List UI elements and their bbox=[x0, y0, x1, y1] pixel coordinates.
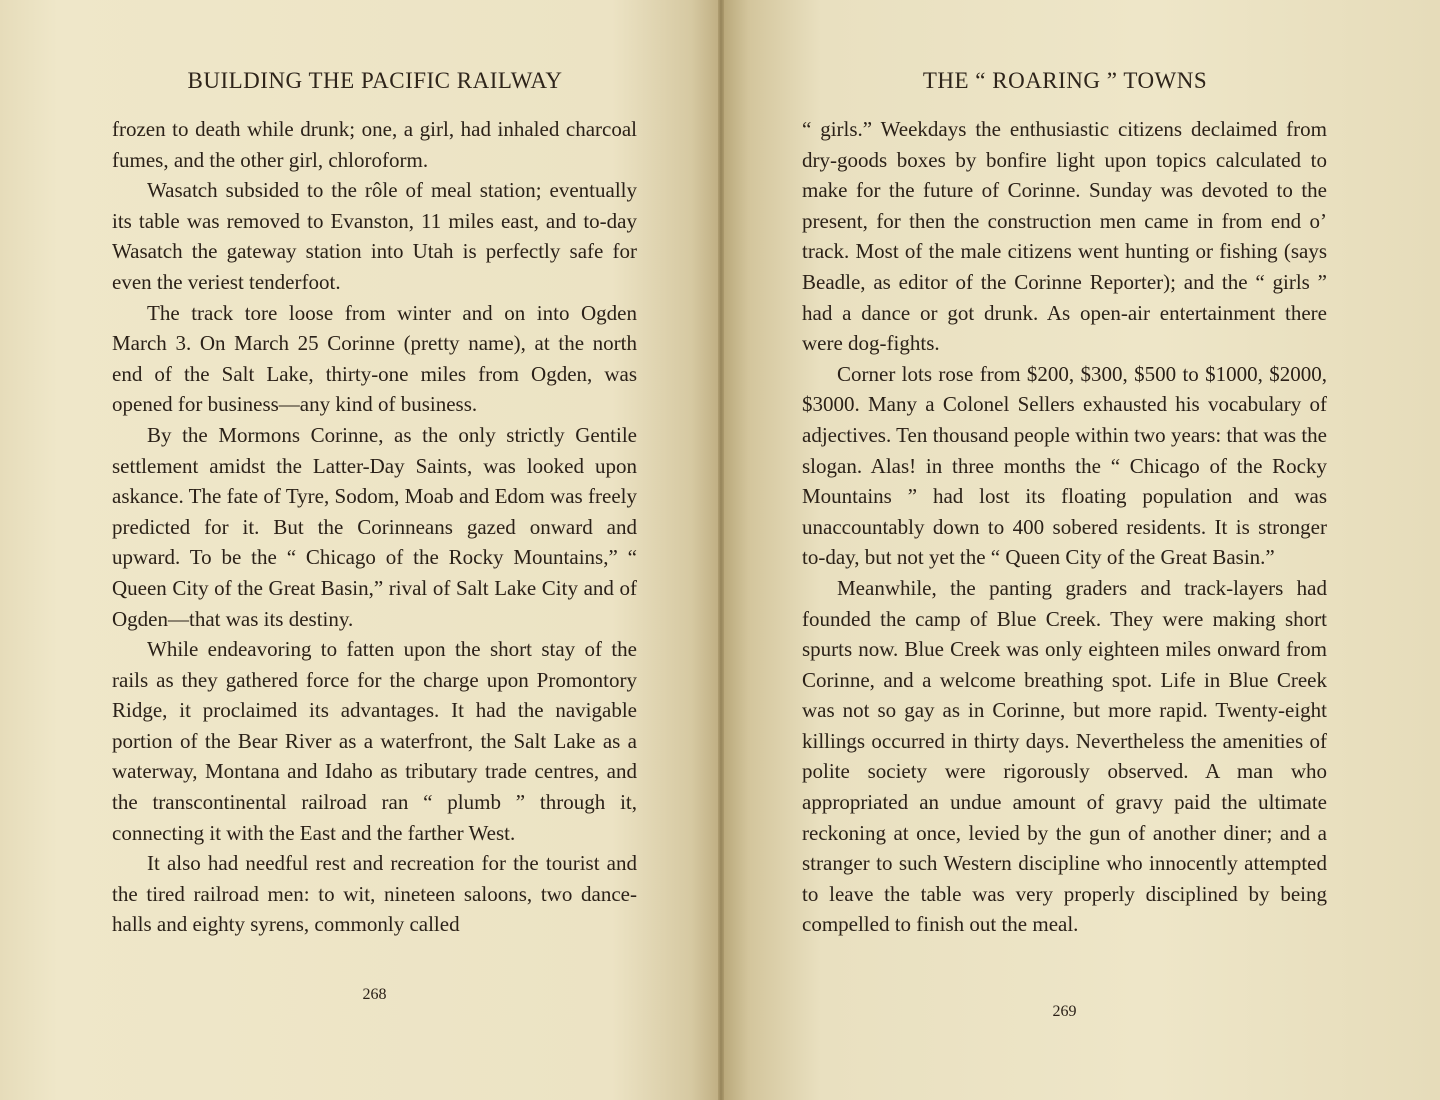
left-running-head: BUILDING THE PACIFIC RAILWAY bbox=[187, 68, 563, 93]
paragraph: Wasatch subsided to the rôle of meal station; eventually its table was removed to Evanston, 11 miles east, and to-day Wasatch the gateway station into Utah is perfectly safe for even the veriest tenderfoot. bbox=[112, 178, 637, 294]
paragraph: “ girls.” Weekdays the enthusiastic citizens declaimed from dry-goods boxes by bonfire light upon topics calculated to make for the future of Corinne. Sunday was devoted to the present, for then the construction men came in from end o’ track. Most of the male citizens went hunting or fishing (says Beadle, as editor of the Corinne Reporter); and the “ girls ” had a dance or got drunk. As open-air entertainment there were dog-fights. bbox=[802, 117, 1327, 356]
paragraph: Meanwhile, the panting graders and track-layers had founded the camp of Blue Creek. They were making short spurts now. Blue Creek was only eighteen miles onward from Corinne, and a welcome breathing spot. Life in Blue Creek was not so gay as in Corinne, but more rapid. Twenty-eight killings occurred in thirty days. Nevertheless the amenities of polite society were rigorously observed. A man who appropriated an undue amount of gravy paid the ultimate reckoning at once, levied by the gun of another diner; and a stranger to such Western discipline who innocently attempted to leave the table was very properly disciplined by being compelled to finish out the meal. bbox=[802, 575, 1327, 937]
right-page-number: 269 bbox=[1052, 1003, 1077, 1020]
paragraph: Corner lots rose from $200, $300, $500 to $1000, $2000, $3000. Many a Colonel Sellers exhausted his vocabulary of adjectives. Ten thousand people within two years: that was the slogan. Alas! in three months the “ Chicago of the Rocky Mountains ” had lost its floating population and was unaccountably down to 400 sobered residents. It is stronger to-day, but not yet the “ Queen City of the Great Basin.” bbox=[802, 361, 1327, 570]
paragraph: By the Mormons Corinne, as the only strictly Gentile settlement amidst the Latter-Day Saints, was looked upon askance. The fate of Tyre, Sodom, Moab and Edom was freely predicted for it. But the Corinneans gazed onward and upward. To be the “ Chicago of the Rocky Mountains,” “ Queen City of the Great Basin,” rival of Salt Lake City and of Ogden—that was its destiny. bbox=[112, 422, 637, 631]
left-page-text bbox=[112, 114, 637, 940]
right-page bbox=[720, 0, 1440, 1100]
left-page-number: 268 bbox=[362, 986, 387, 1003]
right-page-text bbox=[802, 114, 1327, 940]
right-running-head: THE “ ROARING ” TOWNS bbox=[922, 68, 1208, 93]
paragraph: The track tore loose from winter and on into Ogden March 3. On March 25 Corinne (pretty name), at the north end of the Salt Lake, thirty-one miles from Ogden, was opened for business—any kind of business. bbox=[112, 300, 637, 417]
paragraph: frozen to death while drunk; one, a girl, had inhaled charcoal fumes, and the other girl, chloroform. bbox=[112, 117, 637, 172]
paragraph: It also had needful rest and recreation for the tourist and the tired railroad men: to wit, nineteen saloons, two dance-halls and eighty syrens, commonly called bbox=[112, 851, 637, 937]
paragraph: While endeavoring to fatten upon the short stay of the rails as they gathered force for the charge upon Promontory Ridge, it proclaimed its advantages. It had the navigable portion of the Bear River as a waterfront, the Salt Lake as a waterway, Montana and Idaho as tributary trade centres, and the transcontinental railroad ran “ plumb ” through it, connecting it with the East and the farther West. bbox=[112, 637, 637, 845]
book-gutter bbox=[718, 0, 724, 1100]
